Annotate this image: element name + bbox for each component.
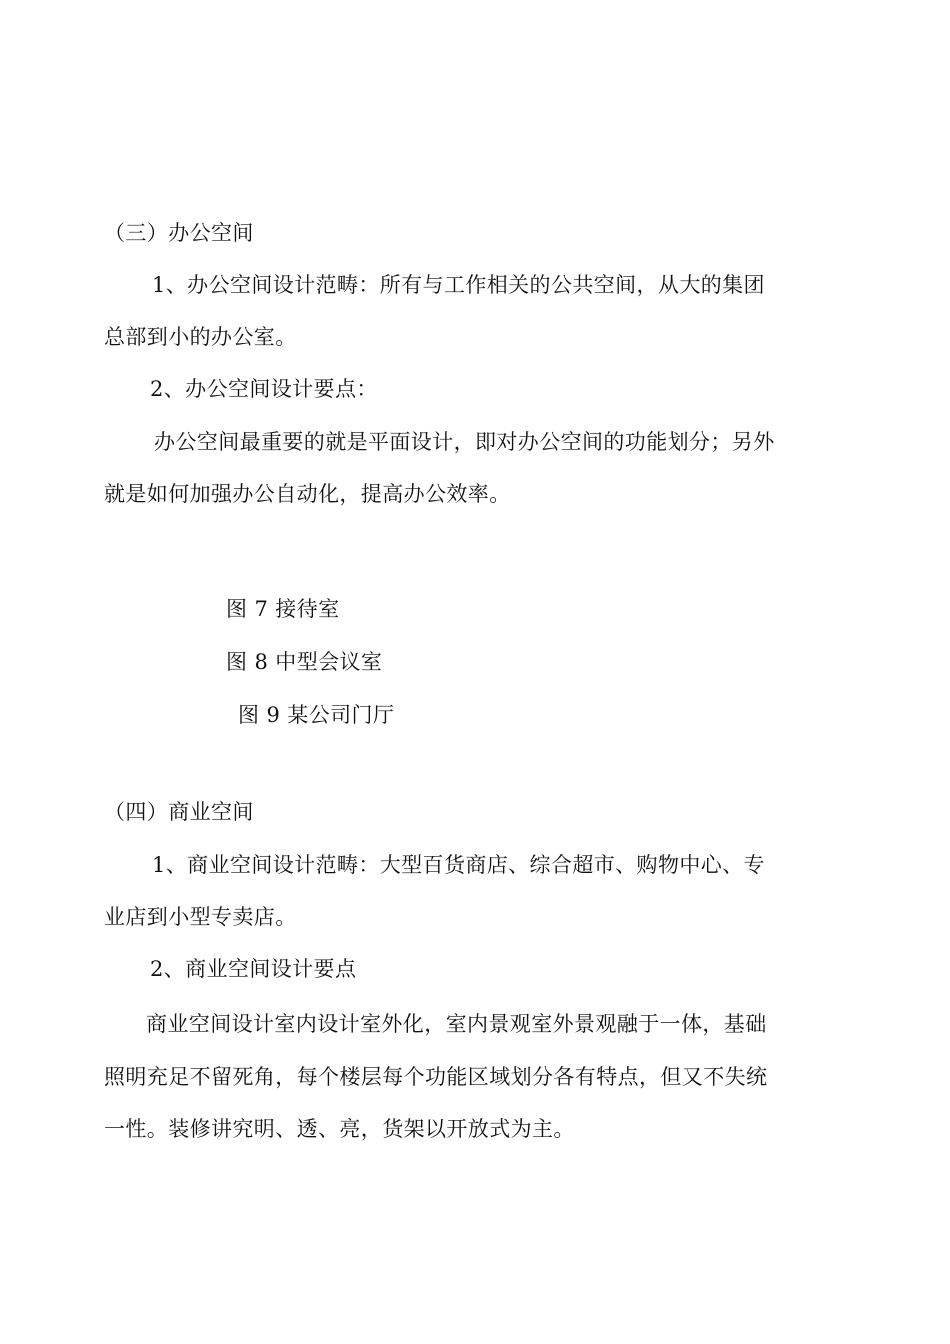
figure-7-caption: 图 7 接待室 — [226, 597, 340, 621]
commercial-body-line-2: 照明充足不留死角，每个楼层每个功能区域划分各有特点，但又不失统 — [104, 1065, 768, 1089]
figure-8-caption: 图 8 中型会议室 — [226, 650, 383, 674]
commercial-scope-line-1: 1、商业空间设计范畴：大型百货商店、综合超市、购物中心、专 — [152, 853, 765, 877]
commercial-body-line-1: 商业空间设计室内设计室外化，室内景观室外景观融于一体，基础 — [146, 1012, 767, 1036]
office-scope-line-1: 1、办公空间设计范畴：所有与工作相关的公共空间，从大的集团 — [152, 273, 765, 297]
office-body-line-1: 办公空间最重要的就是平面设计，即对办公空间的功能划分；另外 — [154, 430, 775, 454]
commercial-section-heading: （四）商业空间 — [104, 800, 254, 824]
commercial-keypoints-heading: 2、商业空间设计要点 — [150, 957, 357, 981]
commercial-scope-line-2: 业店到小型专卖店。 — [104, 905, 297, 929]
office-keypoints-heading: 2、办公空间设计要点： — [150, 377, 378, 401]
figure-9-caption: 图 9 某公司门厅 — [238, 703, 395, 727]
office-scope-line-2: 总部到小的办公室。 — [104, 325, 297, 349]
commercial-body-line-3: 一性。装修讲究明、透、亮，货架以开放式为主。 — [104, 1117, 575, 1141]
office-body-line-2: 就是如何加强办公自动化，提高办公效率。 — [104, 482, 511, 506]
office-section-heading: （三）办公空间 — [104, 221, 254, 245]
